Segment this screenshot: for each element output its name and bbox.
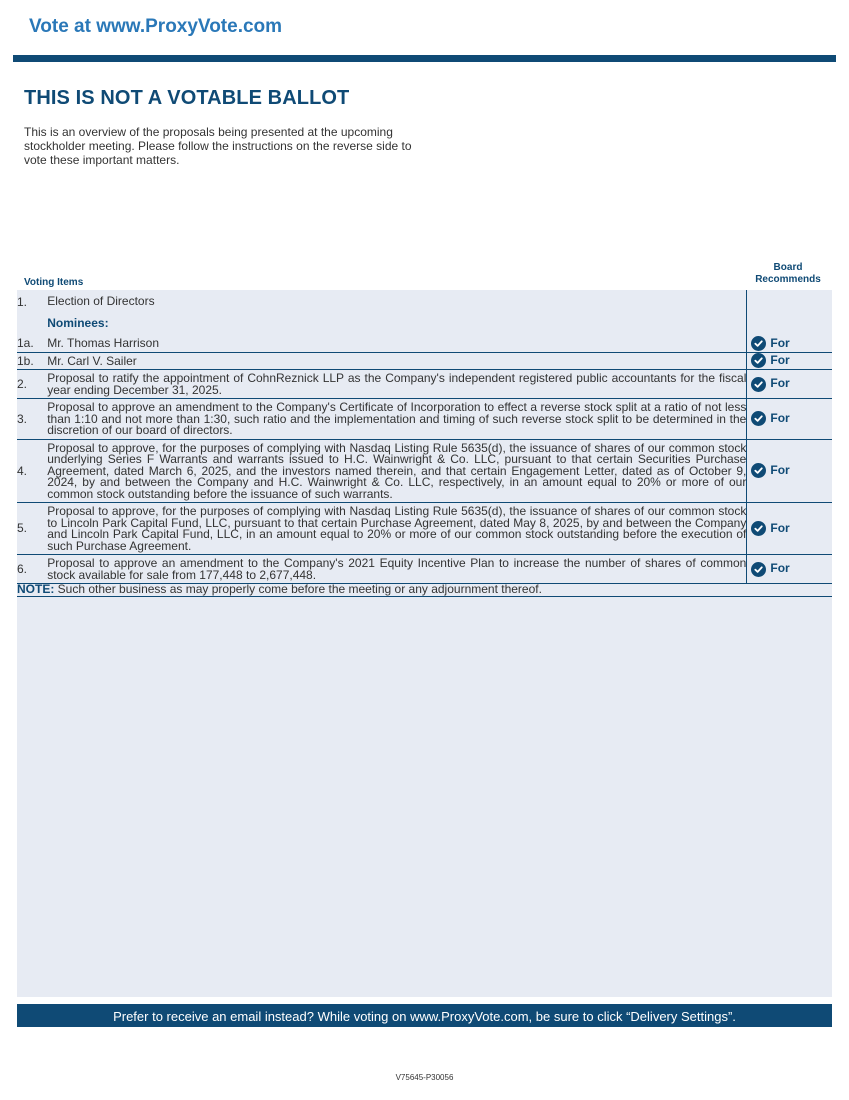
column-headers	[24, 262, 836, 290]
checkmark-icon	[751, 411, 766, 426]
table-row	[17, 352, 832, 370]
header-divider	[13, 55, 836, 62]
note-row	[17, 584, 832, 597]
recommendation-label: For	[770, 561, 790, 576]
table-row	[17, 290, 832, 312]
item-number: 1a.	[17, 335, 47, 352]
voting-items-table	[17, 290, 832, 597]
board-recommendation	[747, 399, 832, 440]
table-row	[17, 439, 832, 503]
table-row	[17, 335, 832, 352]
checkmark-icon	[751, 353, 766, 368]
note-text: Such other business as may properly come before the meeting or any adjournment thereof.	[54, 582, 542, 596]
board-recommendation	[747, 352, 832, 370]
item-number: 6.	[17, 555, 47, 584]
item-description: Proposal to approve, for the purposes of complying with Nasdaq Listing Rule 5635(d), the issuance of shares of our common stock underlying Series F Warrants and warrants issued to H.C. Wainwright & Co. LLC, pursuant to that certain Securities Purchase Agreement, dated March 6, 2025, and the investors named therein, and that certain Engagement Letter, dated as of October 9, 2024, by and between the Company and H.C. Wainwright & Co. LLC, respectively, in an amount equal to 20% or more of our common stock outstanding before the issuance of such warrants.	[47, 440, 747, 501]
item-description: Nominees:	[47, 315, 109, 330]
board-recommendation	[747, 439, 832, 503]
item-description: Proposal to approve, for the purposes of complying with Nasdaq Listing Rule 5635(d), the issuance of shares of our common stock to Lincoln Park Capital Fund, LLC, pursuant to that certain Purchase Agreement, dated May 8, 2025, by and between the Company and Lincoln Park Capital Fund, LLC, in an amount equal to 20% or more of our common stock outstanding before the execution of such Purchase Agreement.	[47, 504, 747, 553]
checkmark-icon	[751, 463, 766, 478]
table-row	[17, 555, 832, 584]
item-number: 4.	[17, 439, 47, 503]
board-header-line2: Recommends	[755, 274, 821, 285]
recommendation-for	[747, 336, 832, 351]
board-recommendation	[747, 503, 832, 555]
table-row	[17, 399, 832, 440]
table-row	[17, 503, 832, 555]
board-recommendation	[747, 290, 832, 312]
item-description: Mr. Thomas Harrison	[47, 335, 747, 352]
item-number: 1b.	[17, 352, 47, 370]
recommendation-for	[747, 353, 832, 368]
item-number: 1.	[17, 295, 28, 309]
board-recommends-header	[748, 262, 828, 286]
table-row	[17, 312, 832, 336]
recommendation-label: For	[770, 463, 790, 477]
recommendation-for	[747, 521, 832, 536]
recommendation-label: For	[770, 411, 790, 425]
recommendation-label: For	[770, 335, 790, 350]
item-description: Mr. Carl V. Sailer	[47, 352, 747, 370]
delivery-settings-banner: Prefer to receive an email instead? While voting on www.ProxyVote.com, be sure to click “Delivery Settings”.	[17, 1004, 832, 1027]
vote-link[interactable]: Vote at www.ProxyVote.com	[29, 16, 283, 37]
document-code: V75645-P30056	[395, 1073, 454, 1082]
checkmark-icon	[751, 336, 766, 351]
table-row	[17, 370, 832, 399]
recommendation-label: For	[770, 353, 790, 367]
board-recommendation	[747, 555, 832, 584]
item-description: Proposal to approve an amendment to the Company's Certificate of Incorporation to effect a reverse stock split at a ratio of not less than 1:10 and not more than 1:30, such ratio and the implementation and timing of such reverse stock split to be determined in the discretion of our board of directors.	[47, 400, 747, 437]
note-label: NOTE:	[17, 582, 55, 596]
item-description: Election of Directors	[47, 294, 155, 308]
board-header-line1: Board	[773, 262, 803, 273]
board-recommendation	[747, 370, 832, 399]
recommendation-label: For	[770, 520, 790, 535]
board-recommendation	[747, 312, 832, 336]
item-number: 2.	[17, 370, 47, 399]
checkmark-icon	[751, 521, 766, 536]
page-title: THIS IS NOT A VOTABLE BALLOT	[24, 87, 350, 109]
board-recommendation	[747, 335, 832, 352]
recommendation-for	[747, 411, 832, 426]
voting-items-panel	[17, 290, 832, 997]
recommendation-for	[747, 562, 832, 577]
checkmark-icon	[751, 377, 766, 392]
recommendation-for	[747, 377, 832, 392]
recommendation-for	[747, 463, 832, 478]
voting-items-header: Voting Items	[24, 277, 84, 288]
item-description: Proposal to approve an amendment to the Company's 2021 Equity Incentive Plan to increase the number of shares of common stock available for sale from 177,448 to 2,677,448.	[47, 556, 747, 582]
recommendation-label: For	[770, 376, 790, 391]
checkmark-icon	[751, 562, 766, 577]
item-number	[17, 312, 47, 336]
intro-text: This is an overview of the proposals being presented at the upcoming stockholder meeting. Please follow the instructions on the reverse side to vote these important matters.	[24, 125, 412, 167]
item-number: 3.	[17, 399, 47, 440]
item-number: 5.	[17, 503, 47, 555]
item-description: Proposal to ratify the appointment of CohnReznick LLP as the Company's independent registered public accountants for the fiscal year ending December 31, 2025.	[47, 371, 747, 397]
